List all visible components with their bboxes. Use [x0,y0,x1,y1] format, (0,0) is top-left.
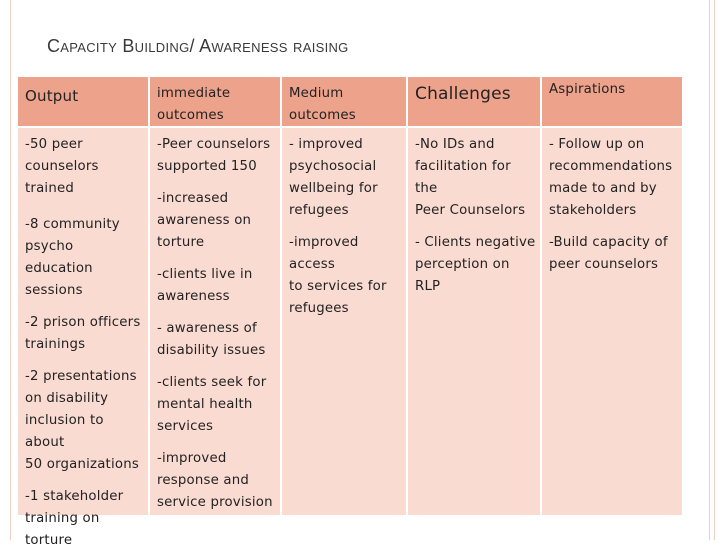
left-border-line [10,0,11,540]
output-item: -2 presentations on disability inclusion to about 50 organizations [25,369,139,472]
medium-outcome-item: - improved psychosocial wellbeing for refugees [289,137,378,218]
slide-title: Capacity Building/ Awareness raising [47,36,349,56]
challenge-item: - Clients negative perception on RLP [415,235,536,294]
immediate-outcome-item: -improved response and service provision [157,451,273,510]
header-immediate-outcomes: immediate outcomes [150,77,282,128]
cell-aspirations [542,128,684,517]
aspiration-item: -Build capacity of peer counselors [549,235,668,272]
immediate-outcome-item: - awareness of disability issues [157,321,266,358]
immediate-outcome-item: -clients seek for mental health services [157,375,267,434]
immediate-outcome-item: -clients live in awareness [157,267,253,304]
right-border-line-outer [714,0,715,540]
output-item: -1 stakeholder training on torture [25,489,124,548]
output-item: -8 community psycho education sessions [25,217,120,298]
header-challenges: Challenges [408,77,542,128]
right-border-line [709,0,710,540]
header-aspirations: Aspirations [542,77,684,128]
cell-immediate-outcomes [150,128,282,517]
header-medium-outcomes: Medium outcomes [282,77,408,128]
header-output: Output [18,77,150,128]
medium-outcome-item: -improved access to services for refugees [289,235,387,316]
immediate-outcome-item: -Peer counselors supported 150 [157,137,271,174]
cell-challenges [408,128,542,517]
outcomes-table [18,77,684,548]
cell-output [18,128,150,548]
immediate-outcome-item: -increased awareness on torture [157,191,252,250]
cell-medium-outcomes [282,128,408,517]
challenge-item: -No IDs and facilitation for the Peer Counselors [415,137,526,218]
aspiration-item: - Follow up on recommendations made to and by stakeholders [549,137,673,218]
output-item: -50 peer counselors trained [25,137,99,196]
output-item: -2 prison officers trainings [25,315,141,352]
